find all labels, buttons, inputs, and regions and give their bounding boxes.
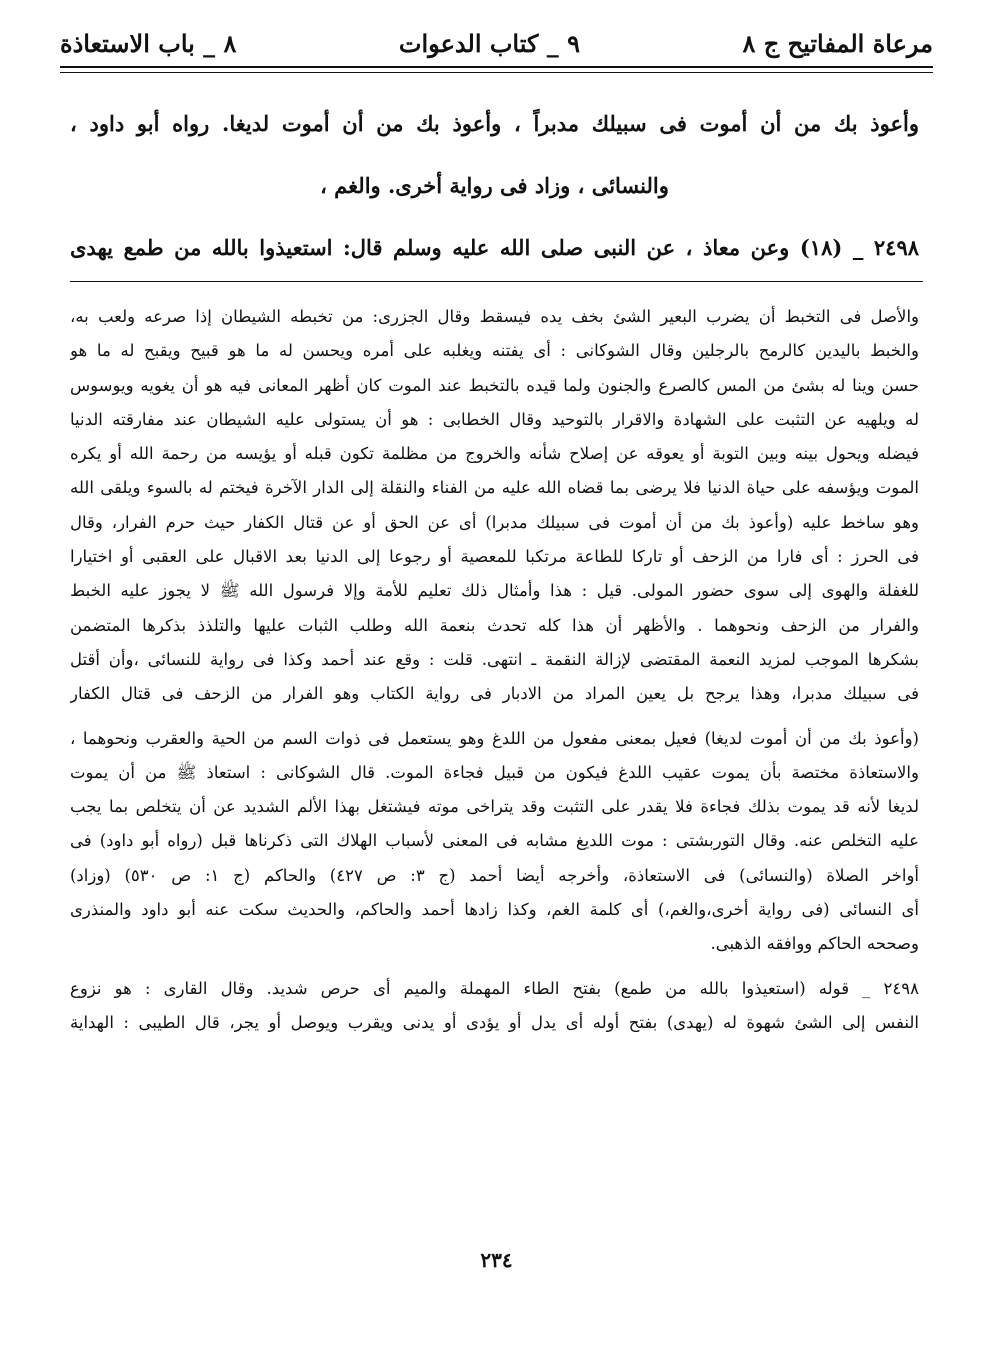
hadith-line: ٢٤٩٨ _ (١٨) وعن معاذ ، عن النبى صلى الله عليه وسلم قال: استعيذوا بالله من طمع يهدى — [70, 235, 919, 260]
commentary-line: والفرار من الزحف ونحوهما . والأظهر أن هذا كله تحدث بنعمة الله وطلب الثبات عليها والتلذذ بذكرها المتضمن — [70, 615, 919, 635]
commentary-line: أواخر الصلاة (والنسائى) فى الاستعاذة، وأخرجه أيضا أحمد (ج ٣: ص ٤٢٧) والحاكم (ج ١: ص ٥٣٠) (وزاد) — [70, 865, 919, 885]
header-rule — [60, 66, 933, 68]
header-chapter-title: ٩ _ كتاب الدعوات — [398, 28, 581, 58]
hadith-line: وأعوذ بك من أن أموت فى سبيلك مدبراً ، وأعوذ بك من أن أموت لديغا. رواه أبو داود ، — [70, 111, 919, 136]
commentary-line: فى سبيلك مدبرا، وهذا يرجح بل يعين المراد من الادبار فى رواية الكتاب وهو الفرار من الزحف فى قتال الكفار — [70, 684, 919, 704]
commentary-text — [70, 300, 919, 1040]
commentary-line: للغفلة والهوى إلى سوى حضور المولى. قيل : هذا وأمثال ذلك تعليم للأمة وإلا فرسول الله ﷺ لا يجوز عليه الخبط — [70, 581, 919, 601]
header-section-title: ٨ _ باب الاستعاذة — [60, 28, 237, 58]
running-header — [60, 22, 933, 64]
commentary-line: له ويلهيه عن التثبت على الشهادة والاقرار بالتوحيد وقال الخطابى : هو أن يستولى عليه الشيطان عند مفارقته الدنيا — [70, 409, 919, 429]
commentary-line: والاستعاذة مختصة بأن يموت عقيب اللدغ فيكون من قبيل فجاءة الموت. قال الشوكانى : استعاذ ﷺ من أن يموت — [70, 762, 919, 782]
commentary-line: بشكرها الموجب لمزيد النعمة المقتضى لإزالة النقمة ـ انتهى. قلت : وقع عند أحمد وكذا فى رواية للنسائى ،وأن أقتل — [70, 649, 919, 669]
commentary-line: النفس إلى الشئ شهوة له (يهدى) بفتح أوله أى يدل أو يؤدى أو يدنى ويقرب ويوصل أو يجر، قال الطيبى : الهداية — [70, 1012, 919, 1032]
paragraph-gap — [70, 712, 919, 722]
commentary-line: عليه التخلص عنه. وقال التوربشتى : موت اللديغ مشابه فى المعنى لأسباب الهلاك التى ذكرناها قبل (رواه أبو داود) فى — [70, 831, 919, 851]
commentary-line: لديغا لأنه قد يموت بذلك فجاءة فلا يقدر على التثبت وقد يتراخى موته فيشتغل بهذا الألم الشديد عن أن يتخلص بما يجب — [70, 797, 919, 817]
commentary-line: فى الحرز : أى فارا من الزحف أو تاركا للطاعة مرتكبا للمعصية أو رجوعا إلى الدنيا بعد الاقبال على العقبى أو اختيارا — [70, 547, 919, 567]
commentary-line: الموت ويؤسفه على حياة الدنيا فلا يرضى بما قضاه الله عليه من الفناء والنقلة إلى الدار الآخرة فيختم له بالسوء ويلقى الله — [70, 478, 919, 498]
paragraph-gap — [70, 962, 919, 972]
commentary-line: أى النسائى (فى رواية أخرى،والغم،) أى كلمة الغم، وكذا زادها أحمد والحاكم، والحديث سكت عنه أبو داود والمنذرى — [70, 900, 919, 920]
commentary-line: (وأعوذ بك من أن أموت لديغا) فعيل بمعنى مفعول من اللدغ وهو يستعمل فى ذوات السم من الحية والعقرب ونحوهما ، — [70, 728, 919, 748]
commentary-line: حسن وينا له بشئ من المس كالصرع والجنون ولما قيده بالتخبط عند الموت كان أظهر المعانى فيه هو أن يغويه ويوسوس — [70, 375, 919, 395]
page-number: ٢٣٤ — [480, 1248, 513, 1272]
header-rule-thin — [60, 72, 933, 73]
section-divider — [70, 281, 923, 282]
commentary-line: وهو ساخط عليه (وأعوذ بك من أن أموت فى سبيلك مدبرا) أى عن الحق أو عن قتال الكفار حيث حرم الفرار، وقال — [70, 512, 919, 532]
hadith-text — [70, 98, 919, 284]
header-book-title: مرعاة المفاتيح ج ٨ — [742, 28, 933, 58]
commentary-line: والأصل فى التخبط أن يضرب البعير الشئ بخف يده فيسقط وقال الجزرى: من تخبطه الشيطان إذا صرعه ولعب به، — [70, 307, 919, 326]
hadith-line: والنسائى ، وزاد فى رواية أخرى. والغم ، — [320, 173, 669, 198]
commentary-line: فيضله ويحول بينه وبين التوبة أو يعوقه عن إصلاح شأنه والخروج من مظلمة تكون قبله أو يؤيسه من رحمة الله أو يكره — [70, 444, 919, 464]
commentary-line: والخبط باليدين كالرمح بالرجلين وقال الشوكانى : أى يفتنه ويغلبه على أمره ويحسن له ما هو قبيح ويقبح له ما هو — [70, 341, 919, 361]
commentary-line: ٢٤٩٨ _ قوله (استعيذوا بالله من طمع) بفتح الطاء المهملة والميم أى حرص شديد. وقال القارى : هو نزوع — [70, 978, 919, 998]
commentary-line: وصححه الحاكم ووافقه الذهبى. — [710, 934, 919, 954]
